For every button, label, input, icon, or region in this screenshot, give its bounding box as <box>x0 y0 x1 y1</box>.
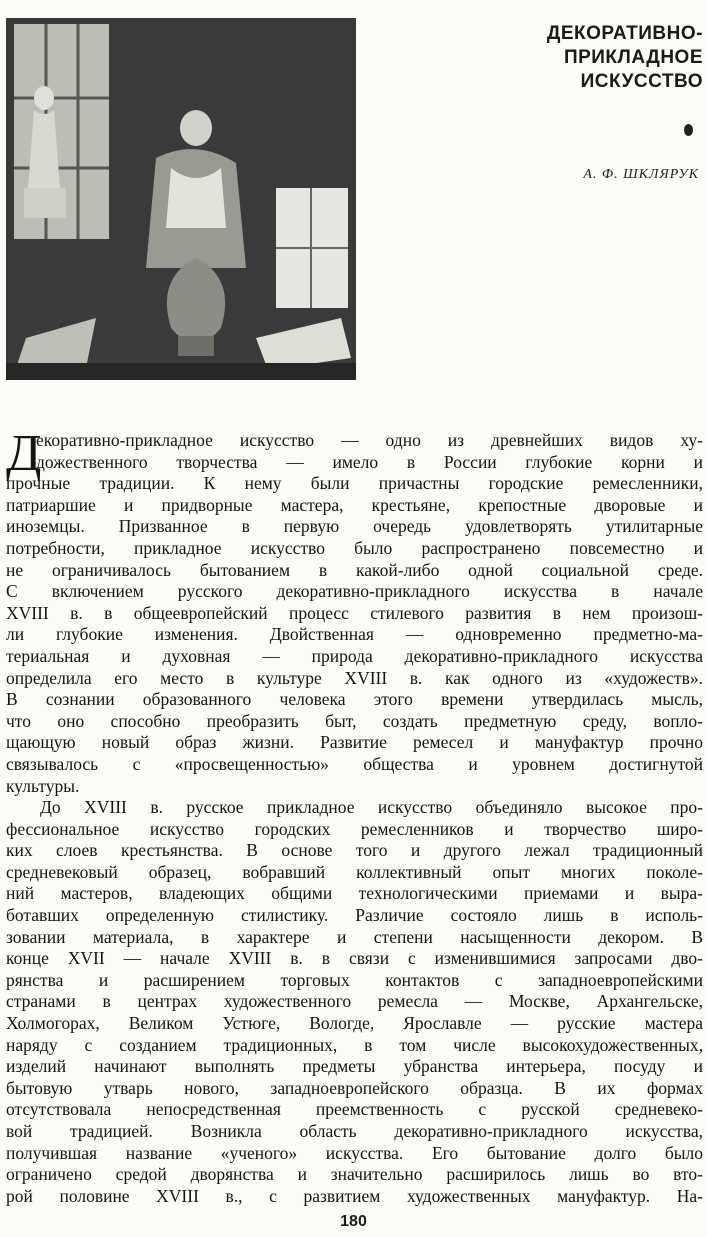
text-line: бытовую утварь нового, западноевропейского образца. В их формах <box>6 1077 703 1098</box>
title-line-3: ИСКУССТВО <box>580 71 703 92</box>
text-line: ботавших определенную стилистику. Различие состояло лишь в исполь- <box>6 905 703 926</box>
page-number: 180 <box>340 1213 367 1230</box>
article-body <box>6 425 703 1207</box>
text-line: Холмогорах, Великом Устюге, Вологде, Ярославле — русские мастера <box>6 1013 703 1034</box>
text-line: наряду с созданием традиционных, в том числе высокохудожественных, <box>6 1034 703 1055</box>
text-line: что оно способно преобразить быт, создать предметную среду, вопло- <box>6 710 703 731</box>
text-line: ли глубокие изменения. Двойственная — одновременно предметно-ма- <box>6 624 703 645</box>
text-line: териальная и духовная — природа декоративно-прикладного искусства <box>6 645 703 666</box>
text-line: ких слоев крестьянства. В основе того и другого лежал традиционный <box>6 840 703 861</box>
text-line: XVIII в. в общеевропейский процесс стилевого развития в нем произош- <box>6 602 703 623</box>
text-line: екоративно-прикладное искусство — одно из древнейших видов ху- <box>36 430 703 450</box>
text-line: связывалось с «просвещенностью» общества и уровнем достигнутой <box>6 753 703 774</box>
text-line: прочные традиции. К нему были причастны городские ремесленники, <box>6 473 703 494</box>
text-line: До XVIII в. русское прикладное искусство объединяло высокое про- <box>40 797 703 818</box>
text-line: С включением русского декоративно-прикладного искусства в начале <box>6 581 703 602</box>
text-line: определила его место в культуре XVIII в. как одного из «художеств». <box>6 667 703 688</box>
text-line: получившая название «ученого» искусства. Его бытование долго было <box>6 1142 703 1163</box>
text-line: рой половине XVIII в., с развитием художественных мануфактур. На- <box>6 1185 703 1206</box>
engraving-illustration-icon <box>6 18 356 380</box>
engraving-illustration <box>6 18 356 380</box>
text-line: отсутствовала непосредственная преемственность с русской средневеко- <box>6 1099 703 1120</box>
dropcap: Д <box>6 425 42 482</box>
title-line-2: ПРИКЛАДНОЕ <box>563 47 703 68</box>
text-line: ний мастеров, владеющих общими технологическими приемами и выра- <box>6 883 703 904</box>
text-line: дожественного творчества — имело в России глубокие корни и <box>36 451 703 472</box>
text-line: рянства и расширением торговых контактов с западноевропейскими <box>6 969 703 990</box>
text-line: культуры. <box>6 775 80 796</box>
article-title <box>473 22 703 94</box>
text-line: изделий начинают выполнять предметы убранства интерьера, посуду и <box>6 1056 703 1077</box>
paragraph-1 <box>6 425 703 797</box>
text-line: фессиональное искусство городских ремесленников и творчество широ- <box>6 818 703 839</box>
author-name: А. Ф. ШКЛЯРУК <box>583 167 699 182</box>
text-line: странами в центрах художественного ремесла — Москве, Архангельске, <box>6 991 703 1012</box>
text-line: В сознании образованного человека этого времени утвердилась мысль, <box>6 689 703 710</box>
text-line: не ограничивалось бытованием в какой-либо одной социальной среде. <box>6 559 703 580</box>
bullet-icon <box>684 124 693 136</box>
text-line: средневековый образец, вобравший коллективный опыт многих поколе- <box>6 861 703 882</box>
text-line: патриаршие и придворные мастера, крестьяне, крепостные дворовые и <box>6 494 703 515</box>
text-line: конце XVII — начале XVIII в. в связи с изменившимися запросами дво- <box>6 948 703 969</box>
text-line: щающую новый образ жизни. Развитие ремесел и мануфактур прочно <box>6 732 703 753</box>
text-line: вой традицией. Возникла область декоративно-прикладного искусства, <box>6 1121 703 1141</box>
text-line: потребности, прикладное искусство было распространено повсеместно и <box>6 537 703 558</box>
text-line: зовании материала, в характере и степени насыщенности декором. В <box>6 926 703 947</box>
text-line: ограничено средой дворянства и значительно расширилось лишь во вто- <box>6 1164 703 1185</box>
paragraph-2 <box>6 797 703 1207</box>
title-line-1: ДЕКОРАТИВНО- <box>546 23 703 44</box>
text-line: иноземцы. Призванное в первую очередь удовлетворять утилитарные <box>6 516 703 537</box>
